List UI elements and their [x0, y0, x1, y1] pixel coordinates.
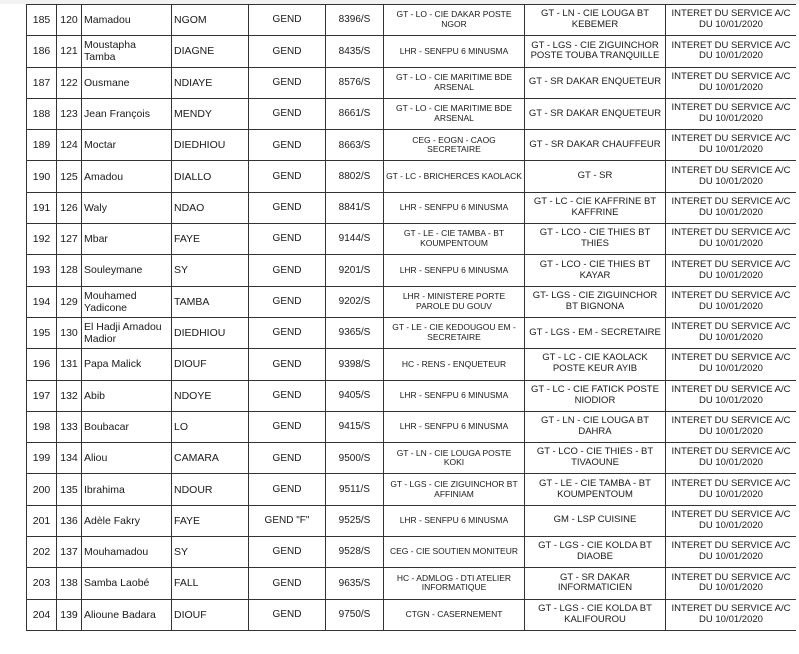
order-number: 137: [57, 537, 82, 568]
order-number: 128: [57, 255, 82, 286]
order-number: 132: [57, 380, 82, 411]
first-name-cell: Boubacar: [82, 411, 172, 442]
origin-unit-cell: LHR - SENFPU 6 MINUSMA: [384, 192, 525, 223]
new-assignment-cell: GT- LGS - CIE ZIGUINCHOR BT BIGNONA: [525, 286, 666, 317]
table-row: [27, 36, 797, 67]
last-name-cell: FAYE: [172, 224, 249, 255]
matricule-cell: 9144/S: [326, 224, 384, 255]
row-number: 191: [27, 192, 57, 223]
matricule-cell: 8841/S: [326, 192, 384, 223]
table-row: [27, 286, 797, 317]
grade-cell: GEND "F": [249, 505, 326, 536]
grade-cell: GEND: [249, 255, 326, 286]
matricule-cell: 8663/S: [326, 130, 384, 161]
table-row: [27, 161, 797, 192]
last-name-cell: FALL: [172, 568, 249, 599]
matricule-cell: 9405/S: [326, 380, 384, 411]
new-assignment-cell: GT - SR DAKAR INFORMATICIEN: [525, 568, 666, 599]
new-assignment-cell: GT - LCO - CIE THIES BT THIES: [525, 224, 666, 255]
grade-cell: GEND: [249, 380, 326, 411]
last-name-cell: SY: [172, 537, 249, 568]
first-name-cell: Samba Laobé: [82, 568, 172, 599]
new-assignment-cell: GT - LCO - CIE THIES BT KAYAR: [525, 255, 666, 286]
last-name-cell: NGOM: [172, 5, 249, 36]
matricule-cell: 9202/S: [326, 286, 384, 317]
table-row: [27, 474, 797, 505]
reason-cell: INTERET DU SERVICE A/C DU 10/01/2020: [666, 5, 797, 36]
grade-cell: GEND: [249, 98, 326, 129]
table-row: [27, 224, 797, 255]
row-number: 203: [27, 568, 57, 599]
order-number: 125: [57, 161, 82, 192]
origin-unit-cell: LHR - SENFPU 6 MINUSMA: [384, 36, 525, 67]
row-number: 199: [27, 443, 57, 474]
origin-unit-cell: GT - LC - BRICHERCES KAOLACK: [384, 161, 525, 192]
order-number: 122: [57, 67, 82, 98]
order-number: 139: [57, 599, 82, 630]
table-row: [27, 505, 797, 536]
last-name-cell: TAMBA: [172, 286, 249, 317]
new-assignment-cell: GT - LC - CIE KAFFRINE BT KAFFRINE: [525, 192, 666, 223]
row-number: 195: [27, 317, 57, 348]
last-name-cell: NDIAYE: [172, 67, 249, 98]
first-name-cell: Moctar: [82, 130, 172, 161]
table-row: [27, 599, 797, 630]
first-name-cell: Abib: [82, 380, 172, 411]
grade-cell: GEND: [249, 36, 326, 67]
new-assignment-cell: GT - LC - CIE KAOLACK POSTE KEUR AYIB: [525, 349, 666, 380]
matricule-cell: 8661/S: [326, 98, 384, 129]
grade-cell: GEND: [249, 599, 326, 630]
new-assignment-cell: GT - LN - CIE LOUGA BT KEBEMER: [525, 5, 666, 36]
order-number: 127: [57, 224, 82, 255]
new-assignment-cell: GT - LGS - CIE KOLDA BT DIAOBE: [525, 537, 666, 568]
order-number: 135: [57, 474, 82, 505]
last-name-cell: NDOYE: [172, 380, 249, 411]
reason-cell: INTERET DU SERVICE A/C DU 10/01/2020: [666, 286, 797, 317]
reason-cell: INTERET DU SERVICE A/C DU 10/01/2020: [666, 505, 797, 536]
last-name-cell: NDOUR: [172, 474, 249, 505]
matricule-cell: 9525/S: [326, 505, 384, 536]
first-name-cell: Souleymane: [82, 255, 172, 286]
order-number: 120: [57, 5, 82, 36]
origin-unit-cell: LHR - SENFPU 6 MINUSMA: [384, 255, 525, 286]
transfer-list-page: [26, 4, 796, 654]
matricule-cell: 9201/S: [326, 255, 384, 286]
new-assignment-cell: GT - SR DAKAR ENQUETEUR: [525, 67, 666, 98]
row-number: 204: [27, 599, 57, 630]
origin-unit-cell: LHR - SENFPU 6 MINUSMA: [384, 411, 525, 442]
origin-unit-cell: GT - LO - CIE MARITIME BDE ARSENAL: [384, 67, 525, 98]
origin-unit-cell: GT - LGS - CIE ZIGUINCHOR BT AFFINIAM: [384, 474, 525, 505]
origin-unit-cell: GT - LN - CIE LOUGA POSTE KOKI: [384, 443, 525, 474]
grade-cell: GEND: [249, 568, 326, 599]
reason-cell: INTERET DU SERVICE A/C DU 10/01/2020: [666, 130, 797, 161]
reason-cell: INTERET DU SERVICE A/C DU 10/01/2020: [666, 192, 797, 223]
matricule-cell: 9398/S: [326, 349, 384, 380]
table-row: [27, 98, 797, 129]
matricule-cell: 9500/S: [326, 443, 384, 474]
first-name-cell: Ousmane: [82, 67, 172, 98]
reason-cell: INTERET DU SERVICE A/C DU 10/01/2020: [666, 98, 797, 129]
row-number: 185: [27, 5, 57, 36]
table-row: [27, 5, 797, 36]
last-name-cell: DIOUF: [172, 349, 249, 380]
new-assignment-cell: GT - LGS - EM - SECRETAIRE: [525, 317, 666, 348]
grade-cell: GEND: [249, 224, 326, 255]
matricule-cell: 8435/S: [326, 36, 384, 67]
new-assignment-cell: GT - LCO - CIE THIES - BT TIVAOUNE: [525, 443, 666, 474]
table-body: [27, 5, 797, 631]
order-number: 131: [57, 349, 82, 380]
grade-cell: GEND: [249, 317, 326, 348]
order-number: 133: [57, 411, 82, 442]
last-name-cell: FAYE: [172, 505, 249, 536]
reason-cell: INTERET DU SERVICE A/C DU 10/01/2020: [666, 474, 797, 505]
matricule-cell: 8396/S: [326, 5, 384, 36]
row-number: 198: [27, 411, 57, 442]
last-name-cell: DIEDHIOU: [172, 317, 249, 348]
row-number: 187: [27, 67, 57, 98]
row-number: 186: [27, 36, 57, 67]
reason-cell: INTERET DU SERVICE A/C DU 10/01/2020: [666, 380, 797, 411]
matricule-cell: 9511/S: [326, 474, 384, 505]
new-assignment-cell: GT - LN - CIE LOUGA BT DAHRA: [525, 411, 666, 442]
reason-cell: INTERET DU SERVICE A/C DU 10/01/2020: [666, 161, 797, 192]
last-name-cell: SY: [172, 255, 249, 286]
origin-unit-cell: LHR - SENFPU 6 MINUSMA: [384, 505, 525, 536]
row-number: 200: [27, 474, 57, 505]
reason-cell: INTERET DU SERVICE A/C DU 10/01/2020: [666, 255, 797, 286]
table-row: [27, 537, 797, 568]
table-row: [27, 349, 797, 380]
row-number: 189: [27, 130, 57, 161]
first-name-cell: Jean François: [82, 98, 172, 129]
order-number: 136: [57, 505, 82, 536]
personnel-transfer-table: [26, 4, 796, 631]
first-name-cell: Mouhamadou: [82, 537, 172, 568]
row-number: 192: [27, 224, 57, 255]
order-number: 126: [57, 192, 82, 223]
table-row: [27, 411, 797, 442]
last-name-cell: DIAGNE: [172, 36, 249, 67]
grade-cell: GEND: [249, 443, 326, 474]
origin-unit-cell: GT - LE - CIE KEDOUGOU EM - SECRETAIRE: [384, 317, 525, 348]
origin-unit-cell: HC - ADMLOG - DTI ATELIER INFORMATIQUE: [384, 568, 525, 599]
order-number: 123: [57, 98, 82, 129]
last-name-cell: DIEDHIOU: [172, 130, 249, 161]
table-row: [27, 568, 797, 599]
first-name-cell: Mouhamed Yadicone: [82, 286, 172, 317]
table-row: [27, 380, 797, 411]
first-name-cell: Aliou: [82, 443, 172, 474]
grade-cell: GEND: [249, 192, 326, 223]
new-assignment-cell: GT - LGS - CIE KOLDA BT KALIFOUROU: [525, 599, 666, 630]
origin-unit-cell: GT - LO - CIE MARITIME BDE ARSENAL: [384, 98, 525, 129]
table-row: [27, 317, 797, 348]
reason-cell: INTERET DU SERVICE A/C DU 10/01/2020: [666, 317, 797, 348]
first-name-cell: El Hadji Amadou Madior: [82, 317, 172, 348]
table-row: [27, 192, 797, 223]
matricule-cell: 9415/S: [326, 411, 384, 442]
matricule-cell: 9528/S: [326, 537, 384, 568]
first-name-cell: Amadou: [82, 161, 172, 192]
matricule-cell: 9635/S: [326, 568, 384, 599]
order-number: 138: [57, 568, 82, 599]
reason-cell: INTERET DU SERVICE A/C DU 10/01/2020: [666, 537, 797, 568]
matricule-cell: 9365/S: [326, 317, 384, 348]
grade-cell: GEND: [249, 411, 326, 442]
reason-cell: INTERET DU SERVICE A/C DU 10/01/2020: [666, 599, 797, 630]
new-assignment-cell: GT - LGS - CIE ZIGUINCHOR POSTE TOUBA TRANQUILLE: [525, 36, 666, 67]
order-number: 130: [57, 317, 82, 348]
table-row: [27, 443, 797, 474]
last-name-cell: MENDY: [172, 98, 249, 129]
grade-cell: GEND: [249, 349, 326, 380]
last-name-cell: NDAO: [172, 192, 249, 223]
first-name-cell: Alioune Badara: [82, 599, 172, 630]
order-number: 134: [57, 443, 82, 474]
grade-cell: GEND: [249, 161, 326, 192]
matricule-cell: 8802/S: [326, 161, 384, 192]
order-number: 121: [57, 36, 82, 67]
reason-cell: INTERET DU SERVICE A/C DU 10/01/2020: [666, 568, 797, 599]
row-number: 202: [27, 537, 57, 568]
table-row: [27, 255, 797, 286]
origin-unit-cell: GT - LE - CIE TAMBA - BT KOUMPENTOUM: [384, 224, 525, 255]
grade-cell: GEND: [249, 130, 326, 161]
reason-cell: INTERET DU SERVICE A/C DU 10/01/2020: [666, 349, 797, 380]
row-number: 196: [27, 349, 57, 380]
origin-unit-cell: CTGN - CASERNEMENT: [384, 599, 525, 630]
reason-cell: INTERET DU SERVICE A/C DU 10/01/2020: [666, 224, 797, 255]
grade-cell: GEND: [249, 537, 326, 568]
matricule-cell: 8576/S: [326, 67, 384, 98]
last-name-cell: CAMARA: [172, 443, 249, 474]
table-row: [27, 67, 797, 98]
order-number: 129: [57, 286, 82, 317]
last-name-cell: DIOUF: [172, 599, 249, 630]
row-number: 194: [27, 286, 57, 317]
origin-unit-cell: LHR - SENFPU 6 MINUSMA: [384, 380, 525, 411]
row-number: 193: [27, 255, 57, 286]
grade-cell: GEND: [249, 474, 326, 505]
row-number: 197: [27, 380, 57, 411]
reason-cell: INTERET DU SERVICE A/C DU 10/01/2020: [666, 443, 797, 474]
row-number: 190: [27, 161, 57, 192]
order-number: 124: [57, 130, 82, 161]
reason-cell: INTERET DU SERVICE A/C DU 10/01/2020: [666, 36, 797, 67]
new-assignment-cell: GT - LE - CIE TAMBA - BT KOUMPENTOUM: [525, 474, 666, 505]
row-number: 201: [27, 505, 57, 536]
origin-unit-cell: CEG - CIE SOUTIEN MONITEUR: [384, 537, 525, 568]
row-number: 188: [27, 98, 57, 129]
last-name-cell: DIALLO: [172, 161, 249, 192]
first-name-cell: Papa Malick: [82, 349, 172, 380]
origin-unit-cell: LHR - MINISTERE PORTE PAROLE DU GOUV: [384, 286, 525, 317]
last-name-cell: LO: [172, 411, 249, 442]
new-assignment-cell: GT - SR DAKAR CHAUFFEUR: [525, 130, 666, 161]
new-assignment-cell: GT - LC - CIE FATICK POSTE NIODIOR: [525, 380, 666, 411]
first-name-cell: Waly: [82, 192, 172, 223]
first-name-cell: Mbar: [82, 224, 172, 255]
new-assignment-cell: GT - SR: [525, 161, 666, 192]
grade-cell: GEND: [249, 67, 326, 98]
grade-cell: GEND: [249, 5, 326, 36]
new-assignment-cell: GM - LSP CUISINE: [525, 505, 666, 536]
reason-cell: INTERET DU SERVICE A/C DU 10/01/2020: [666, 67, 797, 98]
matricule-cell: 9750/S: [326, 599, 384, 630]
reason-cell: INTERET DU SERVICE A/C DU 10/01/2020: [666, 411, 797, 442]
first-name-cell: Mamadou: [82, 5, 172, 36]
first-name-cell: Moustapha Tamba: [82, 36, 172, 67]
origin-unit-cell: GT - LO - CIE DAKAR POSTE NGOR: [384, 5, 525, 36]
new-assignment-cell: GT - SR DAKAR ENQUETEUR: [525, 98, 666, 129]
first-name-cell: Adèle Fakry: [82, 505, 172, 536]
origin-unit-cell: CEG - EOGN - CAOG SECRETAIRE: [384, 130, 525, 161]
grade-cell: GEND: [249, 286, 326, 317]
origin-unit-cell: HC - RENS - ENQUETEUR: [384, 349, 525, 380]
first-name-cell: Ibrahima: [82, 474, 172, 505]
table-row: [27, 130, 797, 161]
